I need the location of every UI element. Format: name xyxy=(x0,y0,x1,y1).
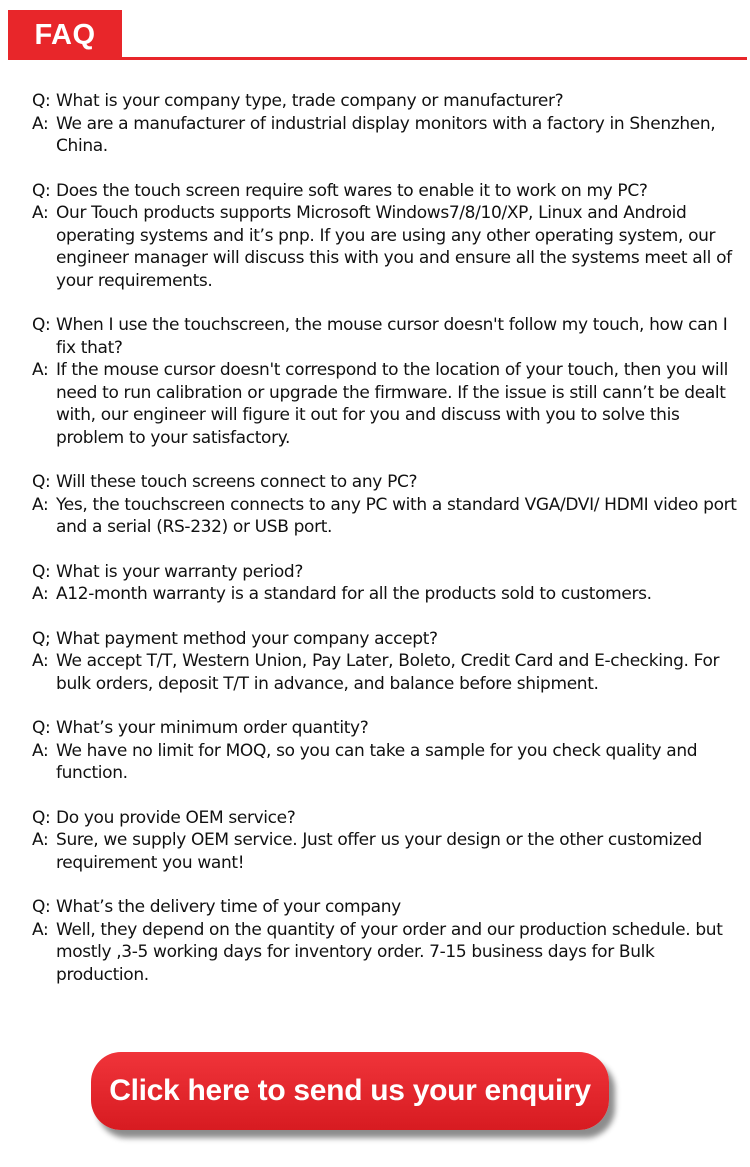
faq-question xyxy=(32,90,742,113)
answer-text: Sure, we supply OEM service. Just offer us your design or the other customized requirement you want! xyxy=(56,830,702,873)
question-prefix: Q: xyxy=(32,91,51,111)
question-prefix: Q; xyxy=(32,628,51,649)
answer-prefix: A: xyxy=(32,113,49,134)
faq-item xyxy=(32,180,742,293)
faq-item xyxy=(32,561,742,606)
question-text: What payment method your company accept? xyxy=(56,628,438,649)
question-text: Does the touch screen require soft wares to enable it to work on my PC? xyxy=(56,180,648,201)
faq-answer xyxy=(32,740,742,785)
question-prefix: Q: xyxy=(32,718,51,738)
faq-answer xyxy=(32,650,742,695)
answer-text: Well, they depend on the quantity of your order and our production schedule. but mostly ,3-5 working days for inventory order. 7-15 business days for Bulk production. xyxy=(56,919,723,985)
question-text: Will these touch screens connect to any PC? xyxy=(56,472,418,492)
question-prefix: Q: xyxy=(32,561,51,582)
answer-prefix: A: xyxy=(32,203,49,223)
question-text: What’s your minimum order quantity? xyxy=(56,718,369,738)
question-prefix: Q: xyxy=(32,180,51,201)
answer-text: We accept T/T, Western Union, Pay Later, Boleto, Credit Card and E-checking. For bulk orders, deposit T/T in advance, and balance before shipment. xyxy=(56,651,720,694)
faq-question xyxy=(32,471,742,494)
faq-item xyxy=(32,807,742,875)
faq-question xyxy=(32,717,742,740)
faq-list xyxy=(32,90,742,1008)
faq-item xyxy=(32,471,742,539)
answer-text: Our Touch products supports Microsoft Windows7/8/10/XP, Linux and Android operating systems and it’s pnp. If you are using any other operating system, our engineer manager will discuss this with you and ensure all the systems meet all of your requirements. xyxy=(56,203,732,291)
question-text: When I use the touchscreen, the mouse cursor doesn't follow my touch, how can I fix that? xyxy=(56,315,728,358)
enquiry-cta xyxy=(91,1052,609,1130)
faq-question xyxy=(32,180,742,203)
page-header xyxy=(0,0,750,60)
faq-title-tab: FAQ xyxy=(8,10,122,60)
faq-question xyxy=(32,896,742,919)
faq-question xyxy=(32,807,742,830)
faq-answer xyxy=(32,829,742,874)
header-divider xyxy=(8,57,747,60)
answer-text: A12-month warranty is a standard for all the products sold to customers. xyxy=(56,584,652,604)
answer-prefix: A: xyxy=(32,651,49,671)
faq-item xyxy=(32,717,742,785)
faq-item xyxy=(32,628,742,696)
faq-answer xyxy=(32,494,742,539)
question-text: Do you provide OEM service? xyxy=(56,807,296,828)
answer-prefix: A: xyxy=(32,494,49,515)
answer-prefix: A: xyxy=(32,740,49,761)
faq-question xyxy=(32,561,742,584)
answer-text: Yes, the touchscreen connects to any PC with a standard VGA/DVI/ HDMI video port and a serial (RS-232) or USB port. xyxy=(56,494,737,537)
faq-question xyxy=(32,314,742,359)
question-text: What is your company type, trade company or manufacturer? xyxy=(56,91,564,111)
faq-answer xyxy=(32,202,742,292)
faq-answer xyxy=(32,583,742,606)
question-prefix: Q: xyxy=(32,315,51,335)
answer-prefix: A: xyxy=(32,584,49,604)
answer-text: We have no limit for MOQ, so you can take a sample for you check quality and function. xyxy=(56,740,698,783)
faq-item xyxy=(32,896,742,986)
faq-item xyxy=(32,314,742,449)
question-prefix: Q: xyxy=(32,807,51,828)
faq-answer xyxy=(32,919,742,987)
faq-answer xyxy=(32,359,742,449)
answer-prefix: A: xyxy=(32,360,49,380)
question-prefix: Q: xyxy=(32,472,51,492)
question-prefix: Q: xyxy=(32,897,51,917)
faq-answer xyxy=(32,113,742,158)
send-enquiry-button[interactable]: Click here to send us your enquiry xyxy=(91,1052,609,1130)
question-text: What is your warranty period? xyxy=(56,561,304,582)
answer-text: We are a manufacturer of industrial display monitors with a factory in Shenzhen, China. xyxy=(56,113,716,156)
answer-prefix: A: xyxy=(32,830,49,850)
question-text: What’s the delivery time of your company xyxy=(56,897,401,917)
answer-prefix: A: xyxy=(32,919,49,940)
faq-question xyxy=(32,628,742,651)
answer-text: If the mouse cursor doesn't correspond to the location of your touch, then you will need to run calibration or upgrade the firmware. If the issue is still cann’t be dealt with, our engineer will figure it out for you and discuss with you to solve this problem to your satisfactory. xyxy=(56,360,729,448)
faq-item xyxy=(32,90,742,158)
